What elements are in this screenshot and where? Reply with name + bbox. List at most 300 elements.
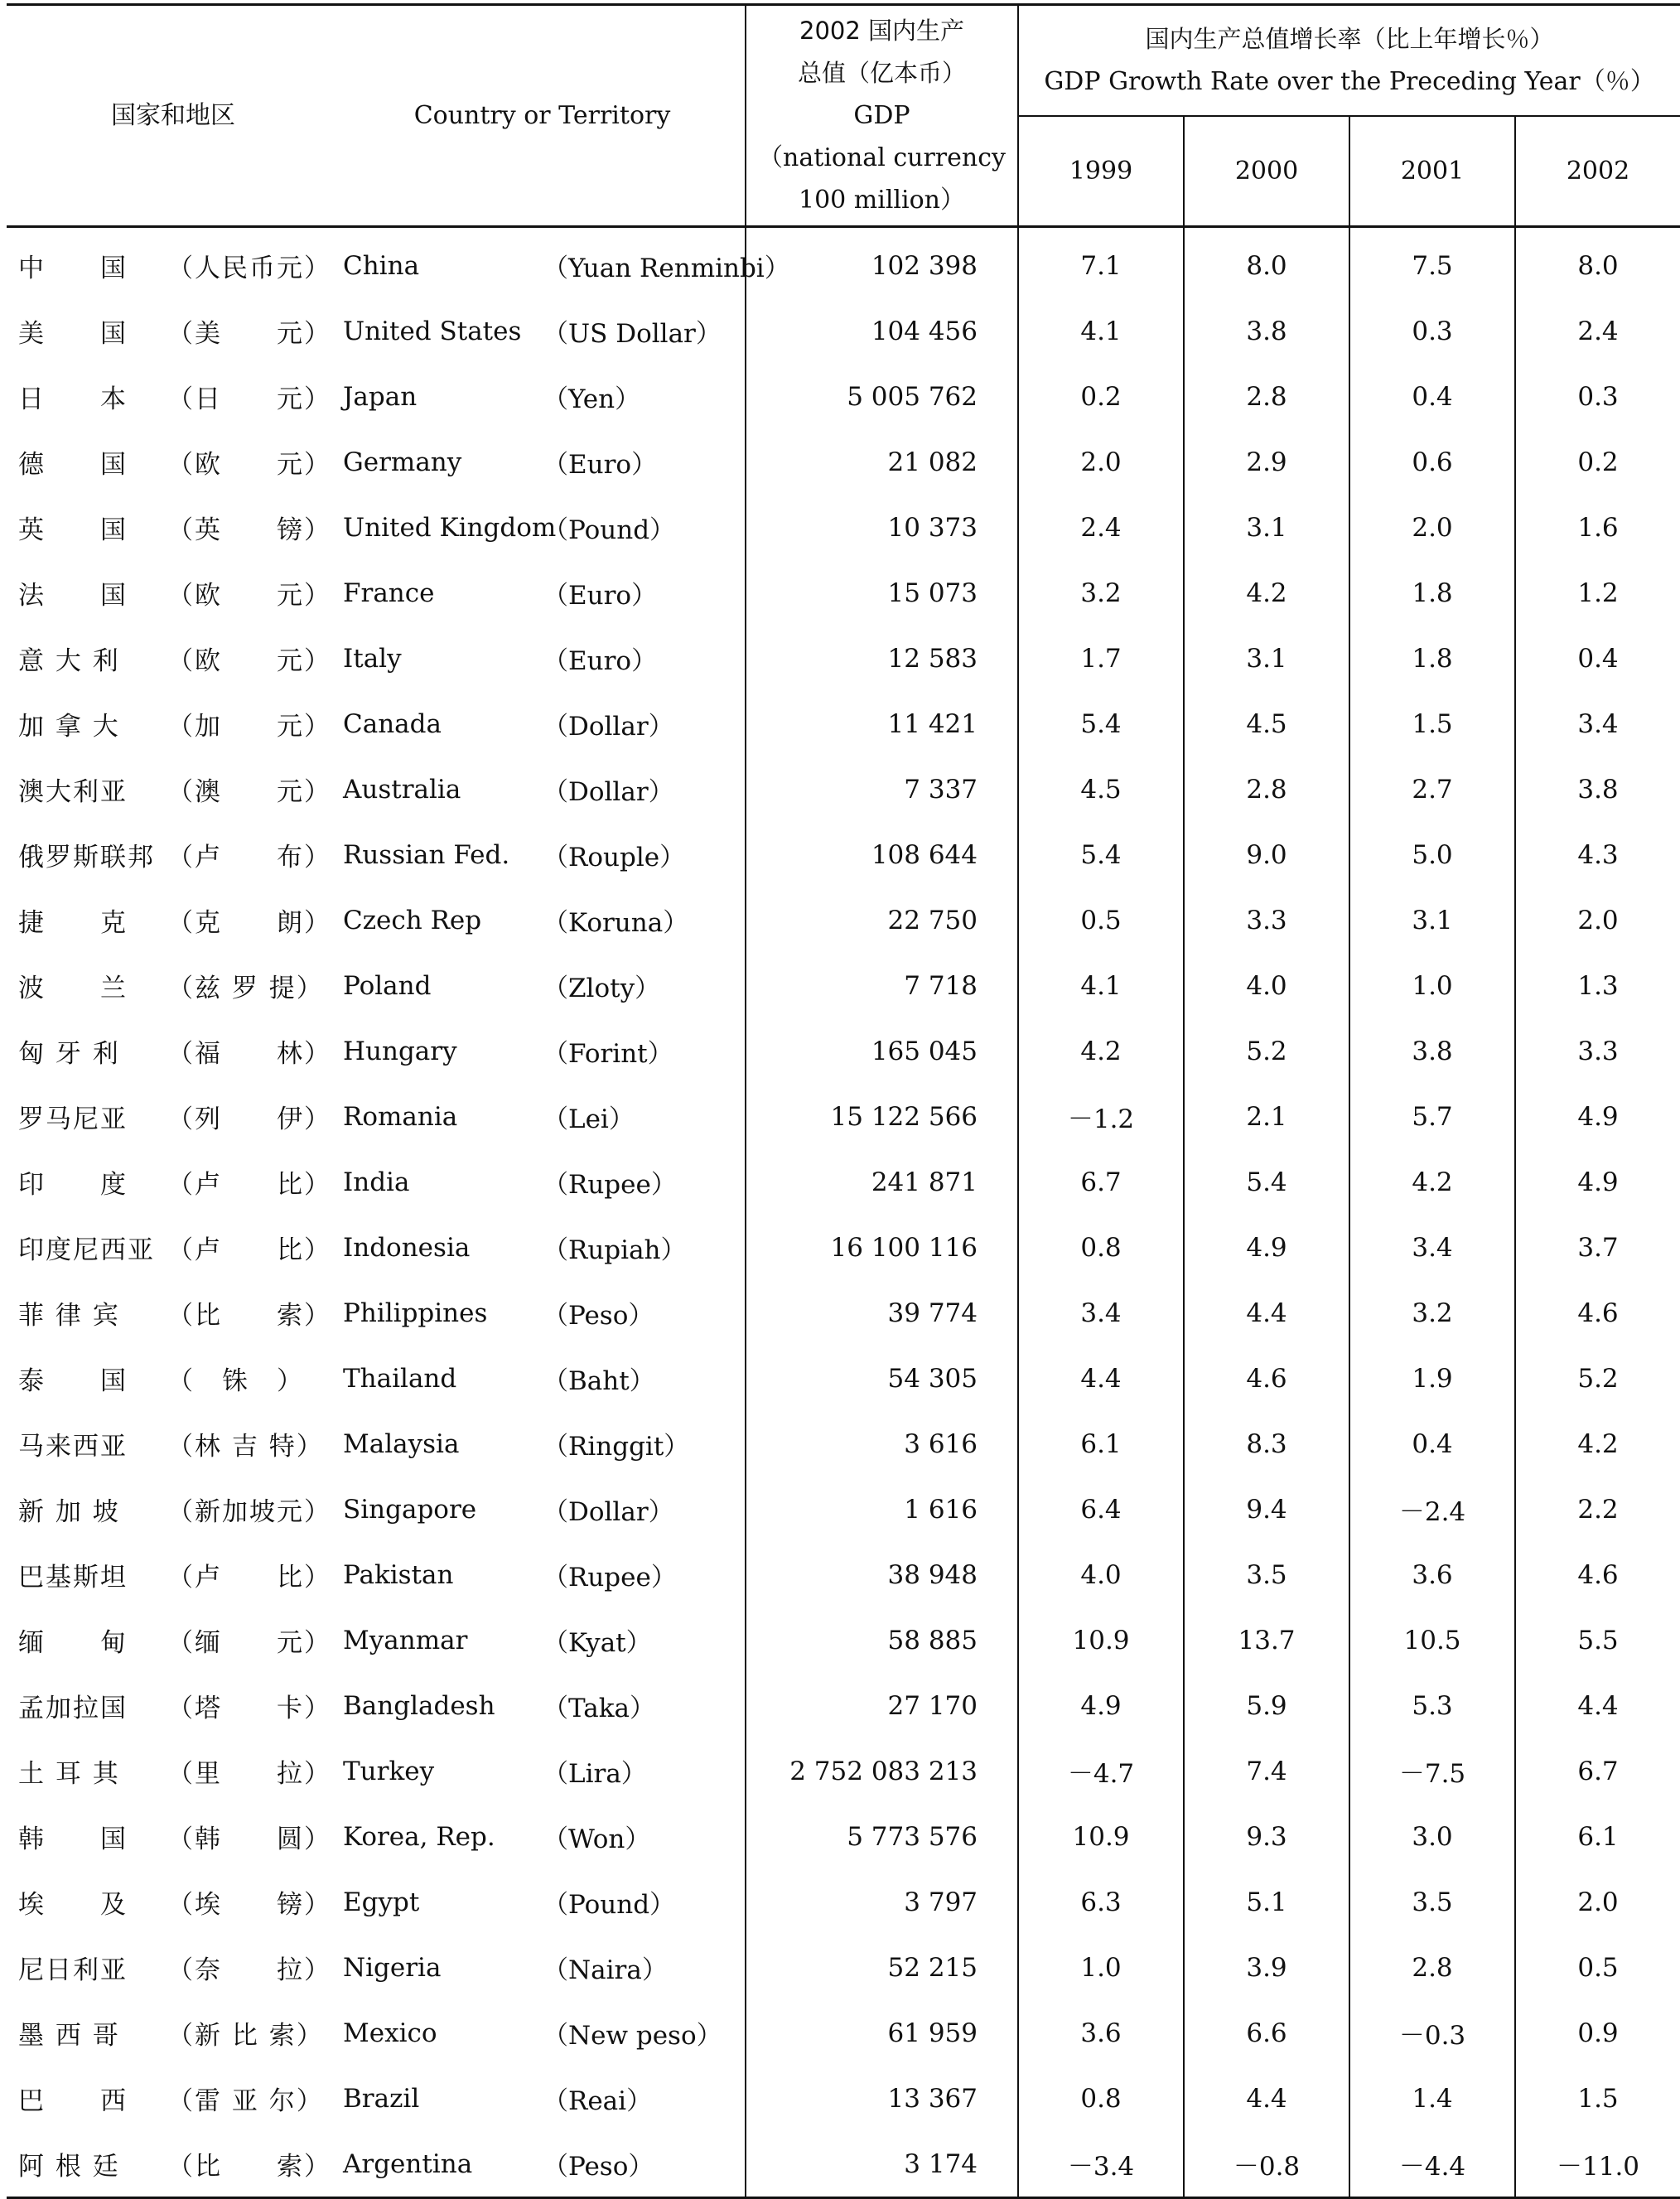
growth-2000-cell: 3.9: [1184, 1935, 1349, 2000]
growth-2000-cell: 4.4: [1184, 2066, 1349, 2131]
growth-1999-cell: 10.9: [1018, 1607, 1184, 1673]
gdp-cell: 15 073: [746, 560, 1018, 626]
country-en-cell: Hungary: [343, 1036, 457, 1066]
table-row: [7, 1869, 1680, 1935]
growth-2001-cell: 5.7: [1349, 1084, 1515, 1149]
country-zh-cell: 印度尼西亚: [18, 1235, 155, 1265]
gdp-header-en-line3: 100 million）: [799, 186, 966, 215]
growth-2001-cell: 1.0: [1349, 953, 1515, 1018]
growth-2000-cell: 3.1: [1184, 626, 1349, 691]
growth-2000-cell: 4.2: [1184, 560, 1349, 626]
gdp-cell: 38 948: [746, 1542, 1018, 1607]
country-en-cell: Pakistan: [343, 1559, 454, 1590]
country-zh-cell: 阿 根 廷: [7, 2131, 167, 2198]
currency-en-cell: （Baht）: [543, 1366, 655, 1396]
growth-2001-cell: －2.4: [1349, 1476, 1515, 1542]
growth-1999-cell: 1.0: [1018, 1935, 1184, 2000]
table-row: [7, 298, 1680, 364]
table-row: [7, 1346, 1680, 1411]
growth-2000-cell: 8.3: [1184, 1411, 1349, 1476]
currency-zh-cell: （兹 罗 提）: [167, 974, 324, 1003]
growth-1999-cell: 3.6: [1018, 2000, 1184, 2066]
gdp-cell: 15 122 566: [746, 1084, 1018, 1149]
table-row: [7, 1673, 1680, 1738]
growth-1999-cell: 6.7: [1018, 1149, 1184, 1215]
growth-1999-cell: 0.5: [1018, 887, 1184, 953]
country-en-cell: Myanmar: [343, 1625, 468, 1655]
growth-2000-cell: 6.6: [1184, 2000, 1349, 2066]
table-row: [7, 1280, 1680, 1346]
gdp-cell: 102 398: [746, 227, 1018, 299]
currency-en-cell: （Lira）: [543, 1759, 647, 1789]
growth-2001-cell: －0.3: [1349, 2000, 1515, 2066]
table-row: [7, 364, 1680, 429]
growth-2002-cell: 1.3: [1515, 953, 1680, 1018]
growth-1999-cell: －3.4: [1018, 2131, 1184, 2198]
table-row: [7, 1542, 1680, 1607]
growth-2000-cell: 4.9: [1184, 1215, 1349, 1280]
currency-en-cell: （Ringgit）: [543, 1432, 690, 1462]
growth-2000-cell: 2.8: [1184, 364, 1349, 429]
table-row: [7, 1149, 1680, 1215]
growth-header-en: GDP Growth Rate over the Preceding Year（％）: [1044, 67, 1655, 96]
table-row: [7, 691, 1680, 756]
gdp-cell: 39 774: [746, 1280, 1018, 1346]
growth-2002-cell: 1.2: [1515, 560, 1680, 626]
country-zh-cell: 德 国: [18, 450, 128, 480]
country-zh-cell: 孟加拉国: [18, 1694, 128, 1723]
country-en-cell: Australia: [343, 774, 461, 805]
country-en-cell: Philippines: [343, 1298, 488, 1328]
country-zh-cell: 马来西亚: [18, 1432, 128, 1462]
growth-2001-cell: 2.0: [1349, 495, 1515, 560]
growth-1999-cell: 0.8: [1018, 2066, 1184, 2131]
growth-2002-cell: 0.3: [1515, 364, 1680, 429]
growth-2000-cell: 4.4: [1184, 1280, 1349, 1346]
country-en-cell: Malaysia: [343, 1428, 460, 1459]
country-zh-cell: 埃 及: [18, 1890, 128, 1920]
table-row: [7, 1018, 1680, 1084]
currency-zh-cell: （欧 元）: [167, 581, 331, 611]
growth-1999-cell: 3.4: [1018, 1280, 1184, 1346]
currency-zh-cell: （英 镑）: [167, 515, 331, 545]
table-row: [7, 1411, 1680, 1476]
growth-2002-cell: 0.9: [1515, 2000, 1680, 2066]
country-en-cell: Germany: [343, 447, 462, 477]
growth-2000-cell: 2.8: [1184, 756, 1349, 822]
growth-header-zh: 国内生产总值增长率（比上年增长％）: [1145, 25, 1554, 53]
growth-2000-cell: 5.1: [1184, 1869, 1349, 1935]
table-row: [7, 1607, 1680, 1673]
growth-2001-cell: 1.4: [1349, 2066, 1515, 2131]
growth-2001-cell: 1.9: [1349, 1346, 1515, 1411]
country-zh-cell: 菲 律 宾: [18, 1301, 120, 1331]
country-en-cell: France: [343, 578, 435, 608]
growth-1999-cell: 3.2: [1018, 560, 1184, 626]
growth-2002-cell: 4.4: [1515, 1673, 1680, 1738]
table-row: [7, 1804, 1680, 1869]
currency-en-cell: （Euro）: [543, 646, 658, 676]
gdp-cell: 13 367: [746, 2066, 1018, 2131]
growth-2002-cell: 4.6: [1515, 1542, 1680, 1607]
country-en-cell: India: [343, 1167, 410, 1197]
growth-2000-cell: 2.9: [1184, 429, 1349, 495]
gdp-header-zh-line1: 2002 国内生产: [799, 17, 965, 45]
country-zh-cell: 澳大利亚: [18, 777, 128, 807]
currency-en-cell: （Euro）: [543, 450, 658, 480]
growth-2000-cell: 5.9: [1184, 1673, 1349, 1738]
growth-1999-cell: 0.2: [1018, 364, 1184, 429]
growth-2000-cell: 5.2: [1184, 1018, 1349, 1084]
growth-2001-cell: 0.6: [1349, 429, 1515, 495]
gdp-cell: 3 174: [746, 2131, 1018, 2198]
currency-zh-cell: （比 索）: [167, 2131, 340, 2198]
currency-zh-cell: （欧 元）: [167, 450, 331, 480]
growth-2001-cell: －4.4: [1349, 2131, 1515, 2198]
growth-1999-cell: 6.3: [1018, 1869, 1184, 1935]
growth-1999-cell: 10.9: [1018, 1804, 1184, 1869]
currency-zh-cell: （卢 比）: [167, 1170, 331, 1200]
currency-zh-cell: （林 吉 特）: [167, 1432, 324, 1462]
gdp-cell: 10 373: [746, 495, 1018, 560]
currency-en-cell: （Koruna）: [543, 908, 689, 938]
currency-en-cell: （Won）: [543, 1824, 651, 1854]
growth-2001-cell: 4.2: [1349, 1149, 1515, 1215]
currency-en-cell: （Dollar）: [543, 777, 674, 807]
growth-2000-cell: 7.4: [1184, 1738, 1349, 1804]
country-en-cell: Korea, Rep.: [343, 1821, 495, 1852]
table-row: [7, 2131, 1680, 2198]
currency-en-cell: （Kyat）: [543, 1628, 652, 1658]
table-row: [7, 2066, 1680, 2131]
currency-zh-cell: （韩 圆）: [167, 1824, 331, 1854]
growth-2001-cell: 2.8: [1349, 1935, 1515, 2000]
growth-2002-cell: 2.0: [1515, 1869, 1680, 1935]
growth-2001-cell: 5.3: [1349, 1673, 1515, 1738]
country-zh-cell: 巴基斯坦: [18, 1563, 128, 1592]
country-en-cell: Canada: [343, 708, 442, 739]
growth-2001-cell: 3.1: [1349, 887, 1515, 953]
growth-2002-cell: 6.1: [1515, 1804, 1680, 1869]
gdp-cell: 22 750: [746, 887, 1018, 953]
country-en-cell: Russian Fed.: [343, 839, 510, 870]
currency-en-cell: （Taka）: [543, 1694, 656, 1723]
currency-zh-cell: （卢 比）: [167, 1563, 331, 1592]
country-zh-cell: 新 加 坡: [18, 1497, 120, 1527]
growth-2002-cell: 8.0: [1515, 227, 1680, 299]
growth-1999-cell: 4.4: [1018, 1346, 1184, 1411]
gdp-cell: 27 170: [746, 1673, 1018, 1738]
gdp-cell: 1 616: [746, 1476, 1018, 1542]
year-header-1999: 1999: [1018, 116, 1184, 227]
table-row: [7, 1215, 1680, 1280]
table-row: [7, 495, 1680, 560]
growth-2001-cell: 0.4: [1349, 1411, 1515, 1476]
growth-2002-cell: 6.7: [1515, 1738, 1680, 1804]
growth-2001-cell: 1.8: [1349, 626, 1515, 691]
currency-zh-cell: （新加坡元）: [167, 1497, 331, 1527]
table-row: [7, 227, 1680, 299]
currency-zh-cell: （缅 元）: [167, 1628, 331, 1658]
country-en-header: Country or Territory: [340, 5, 746, 227]
growth-1999-cell: 1.7: [1018, 626, 1184, 691]
currency-en-cell: （Pound）: [543, 1890, 676, 1920]
gdp-cell: 7 718: [746, 953, 1018, 1018]
growth-2001-cell: 0.3: [1349, 298, 1515, 364]
growth-1999-cell: 2.4: [1018, 495, 1184, 560]
growth-2000-cell: 4.0: [1184, 953, 1349, 1018]
country-zh-cell: 日 本: [18, 384, 128, 414]
growth-2001-cell: 10.5: [1349, 1607, 1515, 1673]
growth-2001-cell: 3.0: [1349, 1804, 1515, 1869]
currency-zh-cell: （卢 比）: [167, 1235, 331, 1265]
growth-1999-cell: 6.1: [1018, 1411, 1184, 1476]
country-en-cell: Czech Rep: [343, 905, 482, 935]
gdp-cell: 16 100 116: [746, 1215, 1018, 1280]
country-en-cell: Bangladesh: [343, 1690, 495, 1721]
growth-1999-cell: 5.4: [1018, 691, 1184, 756]
country-en-cell: Nigeria: [343, 1952, 442, 1983]
currency-zh-cell: （雷 亚 尔）: [167, 2086, 324, 2116]
table-row: [7, 626, 1680, 691]
growth-2000-cell: －0.8: [1184, 2131, 1349, 2198]
gdp-header: [746, 5, 1018, 227]
gdp-header-en-line1: GDP: [853, 101, 910, 130]
gdp-cell: 165 045: [746, 1018, 1018, 1084]
growth-2002-cell: 4.3: [1515, 822, 1680, 887]
growth-1999-cell: 4.9: [1018, 1673, 1184, 1738]
growth-1999-cell: 5.4: [1018, 822, 1184, 887]
growth-2002-cell: 3.7: [1515, 1215, 1680, 1280]
country-zh-cell: 韩 国: [18, 1824, 128, 1854]
country-zh-cell: 俄罗斯联邦: [18, 843, 155, 872]
growth-2000-cell: 2.1: [1184, 1084, 1349, 1149]
growth-1999-cell: 4.2: [1018, 1018, 1184, 1084]
growth-1999-cell: 4.1: [1018, 953, 1184, 1018]
country-zh-cell: 巴 西: [18, 2086, 128, 2116]
table-row: [7, 822, 1680, 887]
currency-zh-cell: （里 拉）: [167, 1759, 331, 1789]
country-en-cell: Singapore: [343, 1494, 477, 1525]
currency-en-cell: （Pound）: [543, 515, 676, 545]
growth-2002-cell: 3.4: [1515, 691, 1680, 756]
country-zh-cell: 波 兰: [18, 974, 128, 1003]
growth-1999-cell: 4.0: [1018, 1542, 1184, 1607]
gdp-cell: 5 005 762: [746, 364, 1018, 429]
country-zh-cell: 缅 甸: [18, 1628, 128, 1658]
growth-2002-cell: 3.3: [1515, 1018, 1680, 1084]
gdp-header-en-line2: （national currency: [758, 143, 1006, 172]
country-zh-header: 国家和地区: [7, 5, 340, 227]
growth-2001-cell: 1.5: [1349, 691, 1515, 756]
growth-2000-cell: 3.5: [1184, 1542, 1349, 1607]
growth-2002-cell: 1.5: [1515, 2066, 1680, 2131]
table-body: [7, 227, 1680, 2198]
growth-2002-cell: 0.5: [1515, 1935, 1680, 2000]
table-row: [7, 756, 1680, 822]
growth-2002-cell: 0.4: [1515, 626, 1680, 691]
gdp-cell: 108 644: [746, 822, 1018, 887]
currency-en-cell: （Peso）: [543, 1301, 654, 1331]
country-en-cell: United Kingdom: [343, 512, 557, 543]
country-zh-cell: 泰 国: [18, 1366, 128, 1396]
currency-zh-cell: （加 元）: [167, 712, 331, 742]
country-zh-cell: 加 拿 大: [18, 712, 120, 742]
currency-zh-cell: （人民币元）: [167, 254, 331, 283]
growth-2002-cell: 5.5: [1515, 1607, 1680, 1673]
country-en-cell: Turkey: [343, 1756, 435, 1786]
currency-en-cell: （Forint）: [543, 1039, 673, 1069]
gdp-cell: 58 885: [746, 1607, 1018, 1673]
country-zh-cell: 意 大 利: [18, 646, 120, 676]
country-zh-cell: 匈 牙 利: [18, 1039, 120, 1069]
growth-1999-cell: 0.8: [1018, 1215, 1184, 1280]
table-row: [7, 1738, 1680, 1804]
country-en-cell: Poland: [343, 970, 432, 1001]
growth-2000-cell: 13.7: [1184, 1607, 1349, 1673]
country-en-cell: Italy: [343, 643, 402, 674]
currency-zh-cell: （美 元）: [167, 319, 331, 349]
country-en-cell: Thailand: [343, 1363, 457, 1394]
country-en-cell: Mexico: [343, 2018, 437, 2048]
growth-2001-cell: 2.7: [1349, 756, 1515, 822]
country-zh-cell: 土 耳 其: [18, 1759, 120, 1789]
currency-en-cell: （Rouple）: [543, 843, 686, 872]
currency-en-cell: （Zloty）: [543, 974, 661, 1003]
growth-2002-cell: －11.0: [1515, 2131, 1680, 2198]
country-zh-cell: 墨 西 哥: [18, 2021, 120, 2051]
growth-2000-cell: 3.8: [1184, 298, 1349, 364]
table-row: [7, 560, 1680, 626]
growth-2000-cell: 9.4: [1184, 1476, 1349, 1542]
growth-2000-cell: 4.5: [1184, 691, 1349, 756]
currency-en-cell: （Naira）: [543, 1955, 668, 1985]
growth-2000-cell: 9.3: [1184, 1804, 1349, 1869]
country-en-cell: Romania: [343, 1101, 458, 1132]
currency-zh-cell: （比 索）: [167, 1301, 331, 1331]
year-header-2002: 2002: [1515, 116, 1680, 227]
country-en-cell: Brazil: [343, 2083, 420, 2114]
year-header-2000: 2000: [1184, 116, 1349, 227]
growth-2001-cell: 7.5: [1349, 227, 1515, 299]
growth-2002-cell: 4.9: [1515, 1084, 1680, 1149]
currency-en-cell: （New peso）: [543, 2021, 722, 2051]
growth-2000-cell: 5.4: [1184, 1149, 1349, 1215]
currency-en-cell: （Reai）: [543, 2086, 653, 2116]
growth-2002-cell: 3.8: [1515, 756, 1680, 822]
country-zh-cell: 罗马尼亚: [18, 1104, 128, 1134]
country-en-cell: Egypt: [343, 1887, 420, 1917]
table-row: [7, 2000, 1680, 2066]
currency-en-cell: （Lei）: [543, 1104, 635, 1134]
currency-zh-cell: （福 林）: [167, 1039, 331, 1069]
growth-2002-cell: 2.2: [1515, 1476, 1680, 1542]
growth-2000-cell: 8.0: [1184, 227, 1349, 299]
gdp-cell: 2 752 083 213: [746, 1738, 1018, 1804]
gdp-cell: 3 797: [746, 1869, 1018, 1935]
currency-en-cell: （Yen）: [543, 384, 641, 414]
growth-2001-cell: 3.4: [1349, 1215, 1515, 1280]
growth-1999-cell: －1.2: [1018, 1084, 1184, 1149]
currency-en-cell: （Rupee）: [543, 1563, 677, 1592]
growth-2002-cell: 4.6: [1515, 1280, 1680, 1346]
growth-1999-cell: －4.7: [1018, 1738, 1184, 1804]
currency-en-cell: （Peso）: [543, 2131, 746, 2198]
currency-en-cell: （Euro）: [543, 581, 658, 611]
growth-2000-cell: 3.3: [1184, 887, 1349, 953]
country-zh-cell: 法 国: [18, 581, 128, 611]
growth-1999-cell: 2.0: [1018, 429, 1184, 495]
currency-zh-cell: （克 朗）: [167, 908, 331, 938]
gdp-cell: 5 773 576: [746, 1804, 1018, 1869]
currency-zh-cell: （新 比 索）: [167, 2021, 324, 2051]
table-row: [7, 1476, 1680, 1542]
currency-zh-cell: （列 伊）: [167, 1104, 331, 1134]
table-row: [7, 1084, 1680, 1149]
growth-2001-cell: 3.6: [1349, 1542, 1515, 1607]
table-row: [7, 1935, 1680, 2000]
gdp-cell: 11 421: [746, 691, 1018, 756]
currency-en-cell: （US Dollar）: [543, 319, 722, 349]
currency-zh-cell: （卢 布）: [167, 843, 331, 872]
currency-en-cell: （Dollar）: [543, 1497, 674, 1527]
gdp-cell: 12 583: [746, 626, 1018, 691]
currency-zh-cell: （ 铢 ）: [167, 1366, 304, 1396]
currency-zh-cell: （澳 元）: [167, 777, 331, 807]
gdp-header-zh-line2: 总值（亿本币）: [798, 59, 967, 87]
growth-2001-cell: 5.0: [1349, 822, 1515, 887]
country-en-cell: Indonesia: [343, 1232, 471, 1263]
currency-zh-cell: （欧 元）: [167, 646, 331, 676]
gdp-cell: 7 337: [746, 756, 1018, 822]
growth-2002-cell: 2.4: [1515, 298, 1680, 364]
growth-1999-cell: 6.4: [1018, 1476, 1184, 1542]
gdp-cell: 21 082: [746, 429, 1018, 495]
gdp-cell: 52 215: [746, 1935, 1018, 2000]
growth-2001-cell: 3.2: [1349, 1280, 1515, 1346]
growth-2001-cell: 3.8: [1349, 1018, 1515, 1084]
currency-zh-cell: （塔 卡）: [167, 1694, 331, 1723]
gdp-cell: 3 616: [746, 1411, 1018, 1476]
gdp-cell: 61 959: [746, 2000, 1018, 2066]
growth-2002-cell: 4.2: [1515, 1411, 1680, 1476]
growth-2002-cell: 0.2: [1515, 429, 1680, 495]
growth-2002-cell: 4.9: [1515, 1149, 1680, 1215]
country-en-cell: Argentina: [340, 2131, 543, 2198]
growth-2001-cell: －7.5: [1349, 1738, 1515, 1804]
growth-1999-cell: 4.1: [1018, 298, 1184, 364]
growth-2000-cell: 3.1: [1184, 495, 1349, 560]
country-zh-cell: 中 国: [18, 254, 128, 283]
currency-en-cell: （Dollar）: [543, 712, 674, 742]
country-zh-cell: 印 度: [18, 1170, 128, 1200]
growth-2002-cell: 2.0: [1515, 887, 1680, 953]
growth-2000-cell: 9.0: [1184, 822, 1349, 887]
growth-header: [1018, 5, 1680, 117]
growth-1999-cell: 7.1: [1018, 227, 1184, 299]
growth-2001-cell: 0.4: [1349, 364, 1515, 429]
currency-zh-cell: （埃 镑）: [167, 1890, 331, 1920]
currency-zh-cell: （奈 拉）: [167, 1955, 331, 1985]
growth-2002-cell: 5.2: [1515, 1346, 1680, 1411]
table-row: [7, 953, 1680, 1018]
growth-2002-cell: 1.6: [1515, 495, 1680, 560]
growth-2001-cell: 3.5: [1349, 1869, 1515, 1935]
country-en-cell: United States: [343, 316, 522, 346]
table-row: [7, 429, 1680, 495]
country-en-cell: Japan: [343, 381, 418, 412]
gdp-cell: 104 456: [746, 298, 1018, 364]
